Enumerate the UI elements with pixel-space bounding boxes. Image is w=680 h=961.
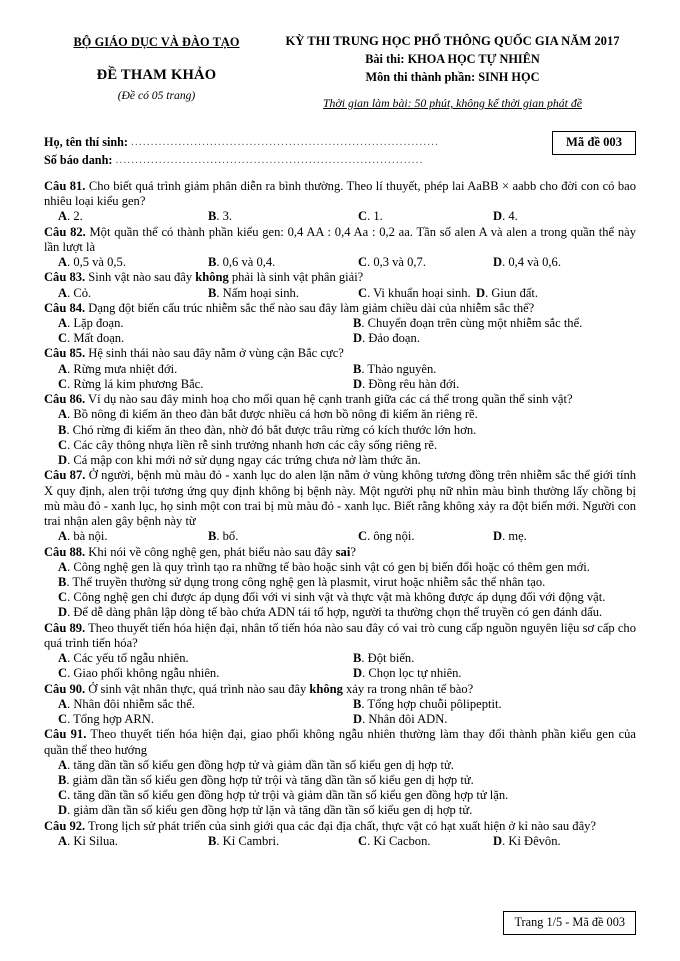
answer-option-d[interactable] [353,666,462,681]
option-row [58,377,636,392]
question-block [44,179,636,225]
option-label: A [58,285,68,300]
answer-option-c[interactable] [58,712,353,727]
answer-option-a[interactable] [58,209,208,224]
question-number: Câu 82. [44,224,86,239]
answer-option-a[interactable] [58,560,636,575]
option-label: B [208,285,217,300]
header-right-block [269,34,636,111]
question-number: Câu 92. [44,818,86,833]
option-text: . Giao phối không ngẫu nhiên. [67,666,220,681]
answer-option-b[interactable] [58,423,636,438]
document-header [0,0,680,111]
option-text: . Kỉ Cacbon. [367,833,431,848]
candidate-info [44,134,636,170]
question-stem [44,225,636,255]
option-label: C [58,376,68,391]
option-text: . ông nội. [367,529,415,544]
question-number: Câu 87. [44,468,86,483]
ministry-name: BỘ GIÁO DỤC VÀ ĐÀO TẠO [73,35,240,49]
answer-option-d[interactable] [476,286,538,301]
answer-option-b[interactable] [208,834,358,849]
option-text: . 2. [67,209,83,224]
answer-option-d[interactable] [493,834,561,849]
option-text: . 0,4 và 0,6. [502,255,561,270]
question-text: Theo thuyết tiến hóa hiện đại, nhân tố tiến hóa nào sau đây có vai trò cung cấp nguồn nguyên liệu sơ cấp cho quá trình tiến hóa? [44,620,636,650]
option-label: D [493,833,503,848]
answer-option-a[interactable] [58,286,208,301]
answer-options [44,209,636,224]
option-label: A [58,696,68,711]
answer-option-c[interactable] [358,529,493,544]
answer-options [44,697,636,727]
questions-list [44,179,636,849]
candidate-id-field[interactable]: .............................................................................. [115,153,424,166]
option-text: . Nấm hoại sinh. [216,285,299,300]
option-text: . Cá mập con khi mới nở sử dụng ngay các trứng chưa nở làm thức ăn. [67,453,421,468]
question-text: Theo thuyết tiến hóa hiện đại, giao phối không ngẫu nhiên thường làm thay đổi thành phần kiểu gen của quần thể theo hướng [44,727,636,757]
answer-option-c[interactable] [58,377,353,392]
answer-options [44,362,636,392]
answer-option-d[interactable] [353,377,459,392]
option-text: . Lặp đoạn. [67,315,124,330]
option-text: . Công nghệ gen là quy trình tạo ra những tế bào hoặc sinh vật có gen bị biến đổi hoặc có thêm gen mới. [67,559,590,574]
option-row [58,651,636,666]
question-block [44,301,636,347]
answer-option-b[interactable] [208,209,358,224]
option-label: B [353,315,362,330]
answer-option-d[interactable] [353,331,420,346]
answer-option-b[interactable] [208,286,358,301]
option-text: . giảm dần tần số kiểu gen đồng hợp tử lặn và tăng dần tần số kiểu gen dị hợp tử. [67,803,473,818]
question-text: Hệ sinh thái nào sau đây nằm ở vùng cận Bắc cực? [85,346,344,361]
option-label: B [208,529,217,544]
answer-option-d[interactable] [493,209,518,224]
answer-option-d[interactable] [58,803,636,818]
answer-option-b[interactable] [208,255,358,270]
question-stem [44,346,636,361]
question-number: Câu 91. [44,727,87,742]
answer-option-d[interactable] [58,453,636,468]
answer-option-c[interactable] [358,834,493,849]
question-block [44,819,636,849]
option-text: . Kỉ Đêvôn. [502,833,561,848]
option-label: D [58,605,68,620]
option-text: . Đảo đoạn. [362,331,420,346]
option-label: C [358,285,368,300]
answer-options [44,834,636,849]
option-label: A [58,255,68,270]
answer-option-c[interactable] [358,286,476,301]
question-text: Khi nói về công nghệ gen, phát biểu nào sau đây [85,544,336,559]
question-number: Câu 90. [44,681,86,696]
option-label: D [58,453,68,468]
answer-option-d[interactable] [58,605,636,620]
answer-option-c[interactable] [58,438,636,453]
option-label: A [58,757,68,772]
option-row [58,316,636,331]
option-row [58,712,636,727]
question-text-tail: phải là sinh vật phân giải? [228,270,364,285]
answer-option-c[interactable] [358,255,493,270]
option-label: C [58,712,68,727]
answer-option-c[interactable] [58,666,353,681]
question-text-tail: ? [350,544,356,559]
option-text: . 0,5 và 0,5. [67,255,126,270]
option-label: C [58,788,68,803]
option-text: . Rừng lá kim phương Bắc. [67,376,204,391]
option-label: A [58,529,68,544]
question-number: Câu 89. [44,620,86,635]
option-label: A [58,651,68,666]
subject-name: Môn thi thành phần: SINH HỌC [365,70,540,84]
time-note: Thời gian làm bài: 50 phút, không kể thời gian phát đề [323,96,582,110]
option-label: B [58,422,67,437]
question-number: Câu 84. [44,300,86,315]
header-left-block [44,34,269,111]
answer-option-b[interactable] [353,316,582,331]
option-label: B [58,773,67,788]
option-text: . bà nội. [67,529,108,544]
answer-option-a[interactable] [58,758,636,773]
answer-option-a[interactable] [58,529,208,544]
candidate-id-row [44,152,636,170]
question-stem [44,301,636,316]
question-block [44,392,636,468]
option-text: . Bồ nông đi kiếm ăn theo đàn bắt được nhiều cá hơn bồ nông đi kiếm ăn riêng rẽ. [67,407,478,422]
option-label: B [353,696,362,711]
answer-option-c[interactable] [58,590,636,605]
option-label: D [353,712,363,727]
option-text: . 1. [367,209,383,224]
answer-option-b[interactable] [353,697,502,712]
question-stem [44,179,636,209]
question-block [44,346,636,392]
answer-option-a[interactable] [58,362,353,377]
option-label: B [58,574,67,589]
answer-option-a[interactable] [58,697,353,712]
answer-option-a[interactable] [58,834,208,849]
option-text: . Chuyển đoạn trên cùng một nhiễm sắc thể. [361,315,583,330]
option-row [58,255,636,270]
option-text: . Đồng rêu hàn đới. [362,376,460,391]
question-text: Ở người, bệnh mù màu đỏ - xanh lục do alen lặn nằm ở vùng không tương đồng trên nhiễm sắc thể giới tính X quy định, alen trội tương ứng quy định không bị bệnh này. Một người phụ nữ nhìn màu bình thường lấy chồng bị mù màu đỏ - xanh lục, họ sinh một con trai bị mù màu đỏ - xanh lục. Biết rằng không xảy ra đột biến mới. Người con trai nhận alen gây bệnh này từ [44,468,637,529]
answer-options [44,407,636,468]
option-text: . Kỉ Silua. [67,833,118,848]
option-text: . Cỏ. [67,285,92,300]
question-text: Cho biết quá trình giảm phân diễn ra bình thường. Theo lí thuyết, phép lai AaBB × aabb cho đời con có bao nhiêu loại kiểu gen? [44,178,636,209]
answer-option-a[interactable] [58,316,353,331]
option-label: B [353,361,362,376]
question-text: Trong lịch sử phát triển của sinh giới qua các đại địa chất, thực vật có hạt xuất hiện ở kỉ nào sau đây? [85,818,596,833]
question-text: Dạng đột biến cấu trúc nhiễm sắc thể nào sau đây làm giảm chiều dài của nhiễm sắc thể? [85,300,535,315]
option-text: . Công nghệ gen chỉ được áp dụng đối với vi sinh vật và thực vật mà không được áp dụng đối với động vật. [67,590,606,605]
answer-option-a[interactable] [58,255,208,270]
option-label: D [353,666,363,681]
option-label: A [58,315,68,330]
answer-option-d[interactable] [353,712,447,727]
question-number: Câu 81. [44,178,86,193]
option-row [58,362,636,377]
answer-option-c[interactable] [58,788,636,803]
answer-option-b[interactable] [58,773,636,788]
answer-options [44,529,636,544]
option-label: B [208,255,217,270]
option-text: . Thể truyền thường sử dụng trong công nghệ gen là plasmit, virut hoặc nhiễm sắc thể nhân tạo. [66,574,546,589]
question-stem [44,270,636,285]
option-text: . 3. [216,209,233,224]
option-label: D [493,255,503,270]
question-stem [44,819,636,834]
option-label: B [208,209,217,224]
answer-option-c[interactable] [58,331,353,346]
question-text: Một quần thể có thành phần kiểu gen: 0,4 AA : 0,4 Aa : 0,2 aa. Tần số alen A và alen a trong quần thể này lần lượt là [44,224,636,254]
answer-option-b[interactable] [208,529,358,544]
option-row [58,209,636,224]
answer-options [44,560,636,621]
option-label: A [58,361,68,376]
option-label: A [58,833,68,848]
question-text: Ví dụ nào sau đây minh hoạ cho mối quan hệ cạnh tranh giữa các cá thể trong quần thể sinh vật? [85,392,573,407]
option-label: C [58,666,68,681]
answer-option-b[interactable] [58,575,636,590]
question-emphasis: không [195,270,229,285]
option-label: D [476,285,486,300]
option-label: C [358,255,368,270]
answer-options [44,651,636,681]
answer-option-d[interactable] [493,255,561,270]
option-text: . 0,3 và 0,7. [367,255,426,270]
option-text: . 4. [502,209,518,224]
candidate-name-label: Họ, tên thí sinh: [44,135,128,149]
option-row [58,834,636,849]
option-text: . tăng dần tần số kiểu gen đồng hợp tử trội và giảm dần tần số kiểu gen đồng hợp tử lặn. [67,788,509,803]
question-number: Câu 86. [44,392,86,407]
question-block [44,727,636,818]
question-number: Câu 83. [44,270,86,285]
option-label: B [353,651,362,666]
option-text: . Để dễ dàng phân lập dòng tế bào chứa ADN tái tổ hợp, người ta thường chọn thể truyền có gen đánh dấu. [67,605,603,620]
question-stem [44,727,636,757]
answer-option-b[interactable] [353,651,414,666]
answer-options [44,255,636,270]
exam-title: KỲ THI TRUNG HỌC PHỔ THÔNG QUỐC GIA NĂM 2017 [285,34,620,48]
option-row [58,529,636,544]
question-number: Câu 88. [44,544,86,559]
question-stem [44,621,636,651]
question-emphasis: sai [335,544,351,559]
option-text: . Chó rừng đi kiếm ăn theo đàn, nhờ đó bắt được trâu rừng có kích thước lớn hơn. [66,422,477,437]
candidate-id-label: Số báo danh: [44,152,113,167]
option-text: . Đột biến. [361,651,415,666]
option-label: D [493,209,503,224]
option-label: D [58,803,68,818]
answer-option-c[interactable] [358,209,493,224]
question-number: Câu 85. [44,346,86,361]
option-text: . Kỉ Cambri. [216,833,280,848]
exam-code-badge: Mã đề 003 [552,131,636,155]
option-label: C [358,529,368,544]
question-text: Sinh vật nào sau đây [85,270,196,285]
option-text: . Thảo nguyên. [361,361,437,376]
option-label: A [58,407,68,422]
option-row [58,697,636,712]
option-label: C [358,209,368,224]
question-stem [44,392,636,407]
question-stem [44,545,636,560]
option-label: B [208,833,217,848]
option-text: . tăng dần tần số kiểu gen đồng hợp tử và giảm dần tần số kiểu gen dị hợp tử. [67,757,454,772]
option-row [58,666,636,681]
answer-options [44,758,636,819]
candidate-name-row [44,134,636,152]
question-stem [44,468,636,529]
answer-option-a[interactable] [58,651,353,666]
answer-option-d[interactable] [493,529,527,544]
option-label: A [58,209,68,224]
answer-option-a[interactable] [58,407,636,422]
option-label: C [358,833,368,848]
option-text: . Chọn lọc tự nhiên. [362,666,462,681]
page-footer: Trang 1/5 - Mã đề 003 [503,911,636,935]
question-text: Ở sinh vật nhân thực, quá trình nào sau đây [85,681,310,696]
option-label: A [58,559,68,574]
option-label: D [493,529,503,544]
option-text: . Tổng hợp chuỗi pôlipeptit. [361,696,502,711]
option-row [58,331,636,346]
exam-kind-title: ĐỀ THAM KHẢO [96,66,217,83]
page-count-note: (Đề có 05 trang) [117,88,196,102]
question-text-tail: xảy ra trong nhân tế bào? [342,681,474,696]
question-stem [44,682,636,697]
option-text: . Tổng hợp ARN. [67,712,154,727]
option-text: . Nhân đôi nhiễm sắc thể. [67,696,195,711]
question-block [44,621,636,682]
option-text: . bố. [216,529,239,544]
option-text: . Mất đoạn. [67,331,125,346]
answer-options [44,316,636,346]
candidate-name-field[interactable]: .............................................................................. [131,136,440,148]
option-text: . Rừng mưa nhiệt đới. [67,361,178,376]
option-label: C [58,590,68,605]
option-label: C [58,331,68,346]
option-text: . mẹ. [502,529,527,544]
option-label: D [353,376,363,391]
option-text: . Giun đất. [485,285,539,300]
answer-options [44,286,636,301]
question-emphasis: không [309,681,343,696]
question-block [44,682,636,728]
option-text: . Nhân đôi ADN. [362,712,448,727]
question-block [44,270,636,300]
option-text: . Vi khuẩn hoại sinh. [367,285,471,300]
option-label: C [58,437,68,452]
option-label: D [353,331,363,346]
option-text: . Các yếu tố ngẫu nhiên. [67,651,189,666]
option-text: . 0,6 và 0,4. [216,255,276,270]
option-text: . Các cây thông nhựa liền rễ sinh trưởng nhanh hơn các cây sống riêng rẽ. [67,437,438,452]
answer-option-b[interactable] [353,362,436,377]
question-block [44,225,636,271]
subject-group: Bài thi: KHOA HỌC TỰ NHIÊN [365,52,540,66]
question-block [44,545,636,621]
option-row [58,286,636,301]
question-block [44,468,636,544]
option-text: . giảm dần tần số kiểu gen đồng hợp tử trội và tăng dần tần số kiểu gen dị hợp tử. [66,773,474,788]
